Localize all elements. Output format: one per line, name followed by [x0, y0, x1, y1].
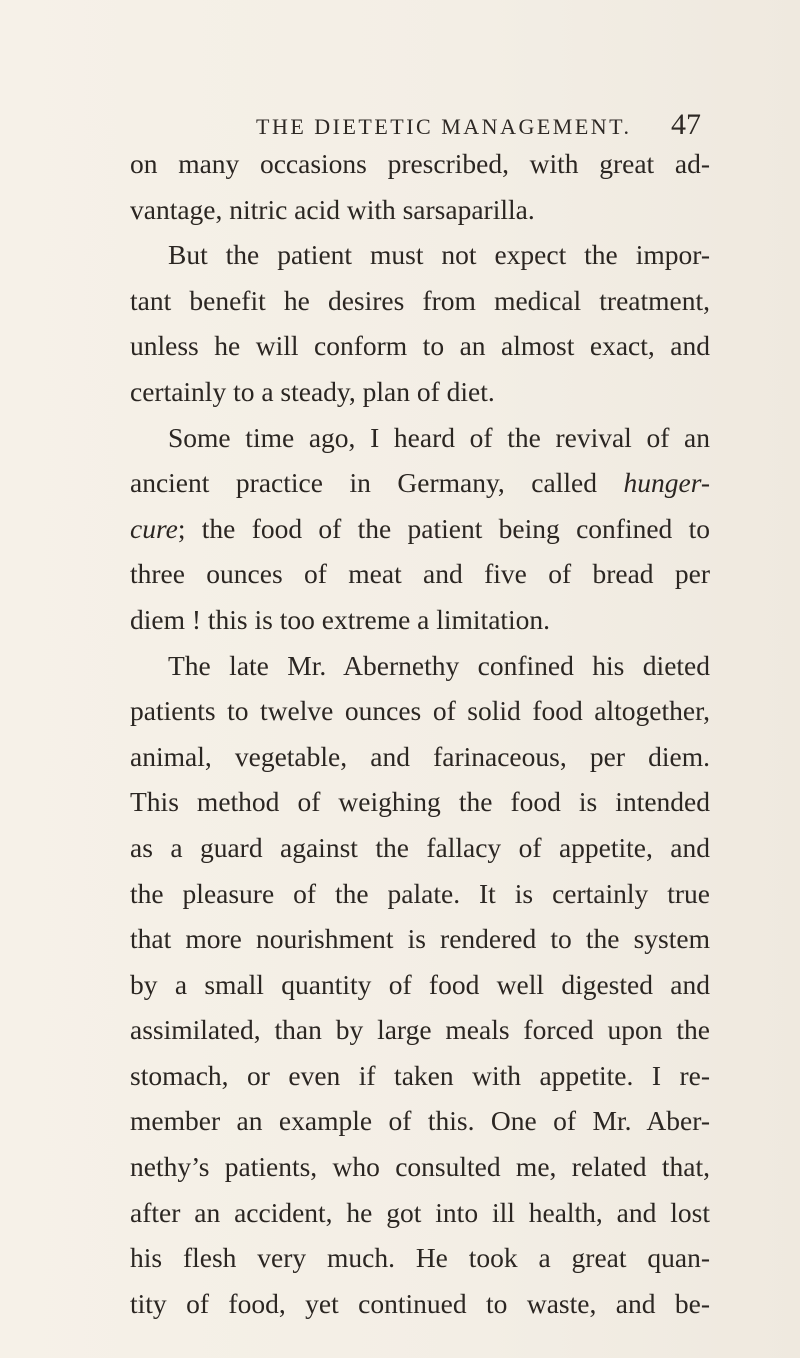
text-line: the pleasure of the palate. It is certainly true: [130, 877, 710, 909]
text-fragment: ancient practice in Germany, called: [130, 467, 624, 499]
text-line: nethy’s patients, who consulted me, related that,: [130, 1151, 710, 1183]
running-title: THE DIETETIC MANAGEMENT.: [256, 114, 632, 139]
text-line: diem ! this is too extreme a limitation.: [130, 603, 551, 635]
text-line: tant benefit he desires from medical treatment,: [130, 284, 710, 316]
text-line: three ounces of meat and five of bread per: [130, 558, 710, 590]
text-line: Some time ago, I heard of the revival of an: [168, 421, 710, 453]
italic-term: cure: [130, 512, 178, 544]
text-line: patients to twelve ounces of solid food altogether,: [130, 695, 710, 727]
text-line: stomach, or even if taken with appetite. I re-: [130, 1059, 710, 1091]
text-line: [130, 460, 710, 506]
text-line: his flesh very much. He took a great quan-: [130, 1242, 710, 1274]
text-line: This method of weighing the food is intended: [130, 786, 710, 818]
text-line: unless he will conform to an almost exact, and: [130, 330, 710, 362]
body-text: [130, 141, 710, 1326]
text-line: certainly to a steady, plan of diet.: [130, 375, 495, 407]
text-line: by a small quantity of food well digested and: [130, 968, 710, 1000]
text-line: vantage, nitric acid with sarsaparilla.: [130, 193, 535, 225]
text-line: assimilated, than by large meals forced upon the: [130, 1014, 710, 1046]
text-line: after an accident, he got into ill health, and lost: [130, 1196, 710, 1228]
text-line: [130, 506, 710, 552]
text-line: animal, vegetable, and farinaceous, per diem.: [130, 740, 710, 772]
text-line: But the patient must not expect the impor-: [168, 239, 710, 271]
text-line: The late Mr. Abernethy confined his dieted: [168, 649, 710, 681]
text-line: on many occasions prescribed, with great ad-: [130, 148, 710, 179]
italic-term: hunger-: [623, 467, 710, 499]
text-line: as a guard against the fallacy of appetite, and: [130, 831, 710, 863]
text-line: that more nourishment is rendered to the system: [130, 923, 710, 955]
text-line: member an example of this. One of Mr. Aber-: [130, 1105, 710, 1137]
text-fragment: ; the food of the patient being confined to: [177, 512, 710, 544]
page-number: 47: [671, 108, 701, 141]
text-line: tity of food, yet continued to waste, and be-: [130, 1287, 710, 1319]
